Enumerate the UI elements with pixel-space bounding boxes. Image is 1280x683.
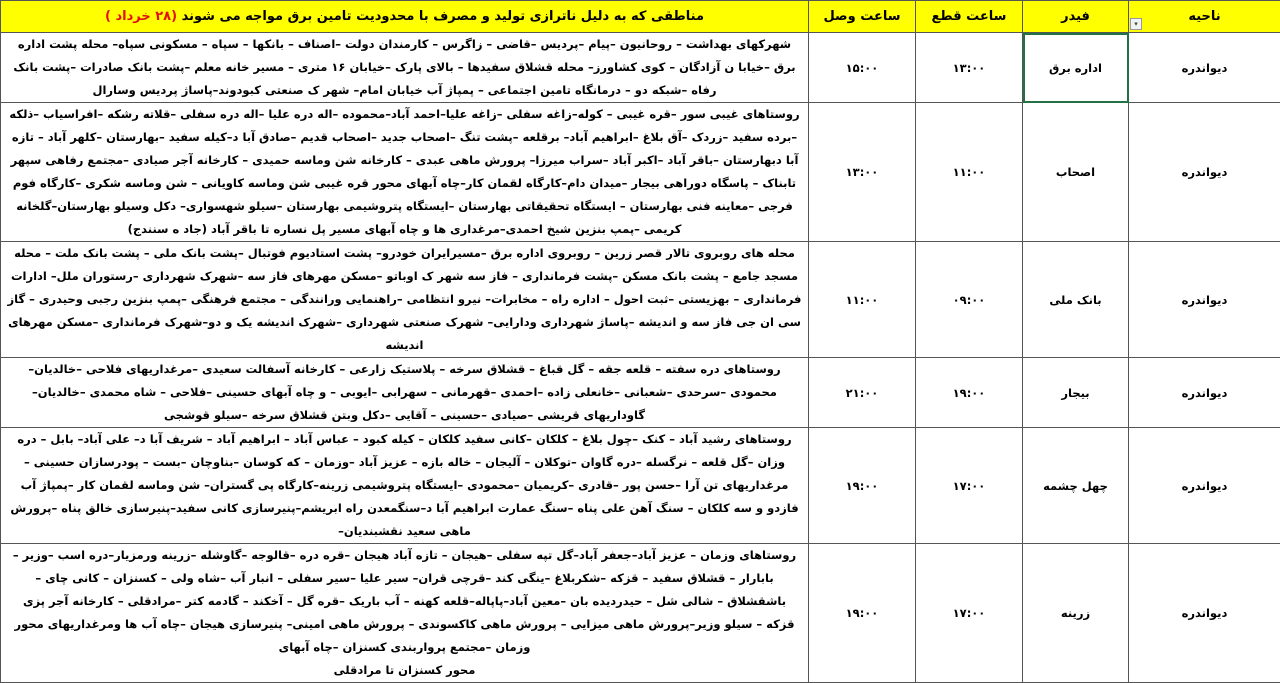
cut-time-cell[interactable]: ۱۹:۰۰ <box>916 358 1023 428</box>
filter-dropdown-icon[interactable]: ▾ <box>1130 18 1142 30</box>
areas-cell[interactable]: محله های روبروی تالار قصر زرین – روبروی اداره برق –مسیرایران خودرو– پشت استادیوم فوتبال –پشت بانک ملی – پشت بانک ملت – محله مسجد جامع – پشت بانک مسکن –پشت فرمانداری – فاز سه شهر ک اوباتو –مسکن مهرهای فاز سه –شهرک شهرداری –رستوران ملل– ادارات فرمانداری – بهزیستی –ثبت احول – اداره راه – مخابرات– نیرو انتظامی –راهنمایی ورانندگی – مجتمع فرهنگی –پمپ بنزین رجبی وحیدری – گاز سی ان جی فاز سه و اندیشه –پاساژ شهرداری ودارایی– شهرک صنعتی شهرداری –شهرک اندیشه یک و دو–شهرک فرمانداری –مسکن مهرهای اندیشه <box>1 242 809 358</box>
region-cell[interactable]: دیواندره <box>1129 103 1280 242</box>
header-cut-time[interactable]: ساعت قطع <box>916 1 1023 33</box>
cut-time-cell[interactable]: ۰۹:۰۰ <box>916 242 1023 358</box>
table-row <box>1 358 1280 428</box>
header-areas-title: مناطقی که به دلیل ناترازی تولید و مصرف با محدودیت تامین برق مواجه می شوند <box>182 9 704 24</box>
connect-time-cell[interactable]: ۱۹:۰۰ <box>809 544 916 683</box>
table-row <box>1 103 1280 242</box>
header-row <box>1 1 1280 33</box>
table-row <box>1 544 1280 683</box>
region-cell[interactable]: دیواندره <box>1129 428 1280 544</box>
header-feeder[interactable]: فیدر <box>1023 1 1129 33</box>
table-row <box>1 242 1280 358</box>
feeder-cell[interactable]: زرینه <box>1023 544 1129 683</box>
cut-time-cell[interactable]: ۱۳:۰۰ <box>916 33 1023 103</box>
areas-cell[interactable] <box>1 544 809 683</box>
areas-cell[interactable]: روستاهای غیبی سور –قره غیبی – کوله–زاغه سفلی –زاغه علیا–احمد آباد–محموده –اله دره علیا –اله دره سفلی –قلاته رشکه –افراسیاب –ذلکه –برده سفید –زردک –آق بلاغ –ابراهیم آباد– برقلعه –پشت تنگ –اصحاب جدید –اصحاب قدیم –صادق آبا د–کیله سفید –بهارستان –کلهر آباد – تازه آبا دبهارستان –باقر آباد –اکبر آباد –سراب میرزا– پرورش ماهی عبدی – کارخانه شن وماسه حمیدی – کارخانه آجر صیادی –مجتمع رفاهی سپهر تابناک – پاسگاه دوراهی بیجار –میدان دام–کارگاه لقمان کار–چاه آبهای محور قره غیبی شن وماسه کاویانی – شن وماسه شکری –کارگاه فوم فرجی –معاینه فنی بهارستان – ایستگاه تحقیقاتی بهارستان –ایستگاه پتروشیمی بهارستان –سیلو شهسواری– دکل وسیلو بهارستان–گلخانه کریمی –پمپ بنزین شیخ احمدی–مرغداری ها و چاه آبهای مسیر پل نساره تا باقر آباد (جاد ه سنندج) <box>1 103 809 242</box>
feeder-cell[interactable]: بیجار <box>1023 358 1129 428</box>
connect-time-cell[interactable]: ۱۵:۰۰ <box>809 33 916 103</box>
region-cell[interactable]: دیواندره <box>1129 242 1280 358</box>
areas-text: روستاهای وزمان – عزیز آباد–جعفر آباد–گل تپه سفلی –هیجان – تازه آباد هیجان –قره دره –قالوجه –گاوشله –زرینه ورمزیار–دره اسب –وزیر –بابارار – قشلاق سفید – قزکه –شکربلاغ –ینگی کند –قرچی قران– سیر علیا –سیر سفلی – انبار آب –شاه ولی – کسنزان – کانی چای – باشقشلاق – شالی شل – حیدردیده بان –معین آباد–پاپاله–قلعه کهنه – آب باریک –قره گل – آخکند – گادمه کتر –مرادقلی – کارخانه آجر پزی قزکه – سیلو وزیر–پرورش ماهی میزایی – پرورش ماهی کاکسوندی – پرورش ماهی امینی– پنیرسازی هیجان –چاه آب ها ومرغداریهای محور وزمان –مجتمع پرواربندی کسنزان –چاه آبهای <box>13 548 796 654</box>
header-connect-time[interactable]: ساعت وصل <box>809 1 916 33</box>
header-region-label: ناحیه <box>1188 9 1220 24</box>
feeder-cell[interactable]: اصحاب <box>1023 103 1129 242</box>
region-cell[interactable]: دیواندره <box>1129 358 1280 428</box>
table-row <box>1 33 1280 103</box>
region-cell[interactable]: دیواندره <box>1129 544 1280 683</box>
table-row <box>1 428 1280 544</box>
cut-time-cell[interactable]: ۱۱:۰۰ <box>916 103 1023 242</box>
connect-time-cell[interactable]: ۱۹:۰۰ <box>809 428 916 544</box>
areas-text-last-line: محور کسنزان تا مرادقلی <box>7 659 802 682</box>
cut-time-cell[interactable]: ۱۷:۰۰ <box>916 428 1023 544</box>
connect-time-cell[interactable]: ۲۱:۰۰ <box>809 358 916 428</box>
feeder-cell[interactable]: چهل چشمه <box>1023 428 1129 544</box>
feeder-cell[interactable]: اداره برق <box>1023 33 1129 103</box>
feeder-cell[interactable]: بانک ملی <box>1023 242 1129 358</box>
cut-time-cell[interactable]: ۱۷:۰۰ <box>916 544 1023 683</box>
areas-cell[interactable]: روستاهای دره سفته – قلعه جقه – گل قباغ – قشلاق سرخه – پلاستیک زارعی – کارخانه آسفالت سعیدی –مرغداریهای فلاحی –خالدیان–محمودی –سرحدی –شعبانی –خانعلی زاده –احمدی –قهرمانی – سهرابی –ایوبی – و چاه آبهای حسینی –فلاحی – شاه محمدی –خالدیان–گاوداریهای قریشی –صیادی –حسینی – آقایی –دکل وبتن قشلاق سرخه –سیلو قوشجی <box>1 358 809 428</box>
header-date: (۲۸ خرداد ) <box>105 9 177 24</box>
header-areas[interactable] <box>1 1 809 33</box>
header-region[interactable] <box>1129 1 1280 33</box>
region-cell[interactable]: دیواندره <box>1129 33 1280 103</box>
connect-time-cell[interactable]: ۱۳:۰۰ <box>809 103 916 242</box>
connect-time-cell[interactable]: ۱۱:۰۰ <box>809 242 916 358</box>
areas-cell[interactable]: روستاهای رشید آباد – کنک –چول بلاغ – کلکان –کانی سفید کلکان – کیله کبود – عباس آباد – ابراهیم آباد – شریف آبا د– علی آباد– بابل – دره وزان –گل قلعه – نرگسله –دره گاوان –توکلان – آلیجان – خاله بازه – عزیز آباد –وزمان – که کوسان –بناوچان –بست – پودرسازان حسینی –مرغداریهای تن آرا –حسن پور –قادری –کریمیان –محمودی –ایستگاه پتروشیمی زرینه–کارگاه پی گستران– شن وماسه لقمان کار –پمپاژ آب فازدو و سه کلکان – سنگ آهن علی پناه –سنگ عمارت ابراهیم آبا د–سنگمعدن راه ابریشم–پنیرسازی کانی سفید–پنیرسازی خالق پناه –پرورش ماهی سعید نقشبندیان– <box>1 428 809 544</box>
areas-cell[interactable]: شهرکهای بهداشت – روحانیون –پیام –پردیس –قاضی – زاگرس – کارمندان دولت –اصناف – بانکها – سپاه – مسکونی سپاه– محله پشت اداره برق –خیابا ن آزادگان – کوی کشاورز– محله قشلاق سفیدها – بالای پارک –خیابان ۱۶ متری – مسیر خانه معلم –پشت بانک صادرات –پشت بانک رفاه –شبکه دو – درمانگاه تامین اجتماعی – پمپاژ آب خیابان امام– شهر ک صنعتی کبودوند–پاساژ پردیس وسارال <box>1 33 809 103</box>
